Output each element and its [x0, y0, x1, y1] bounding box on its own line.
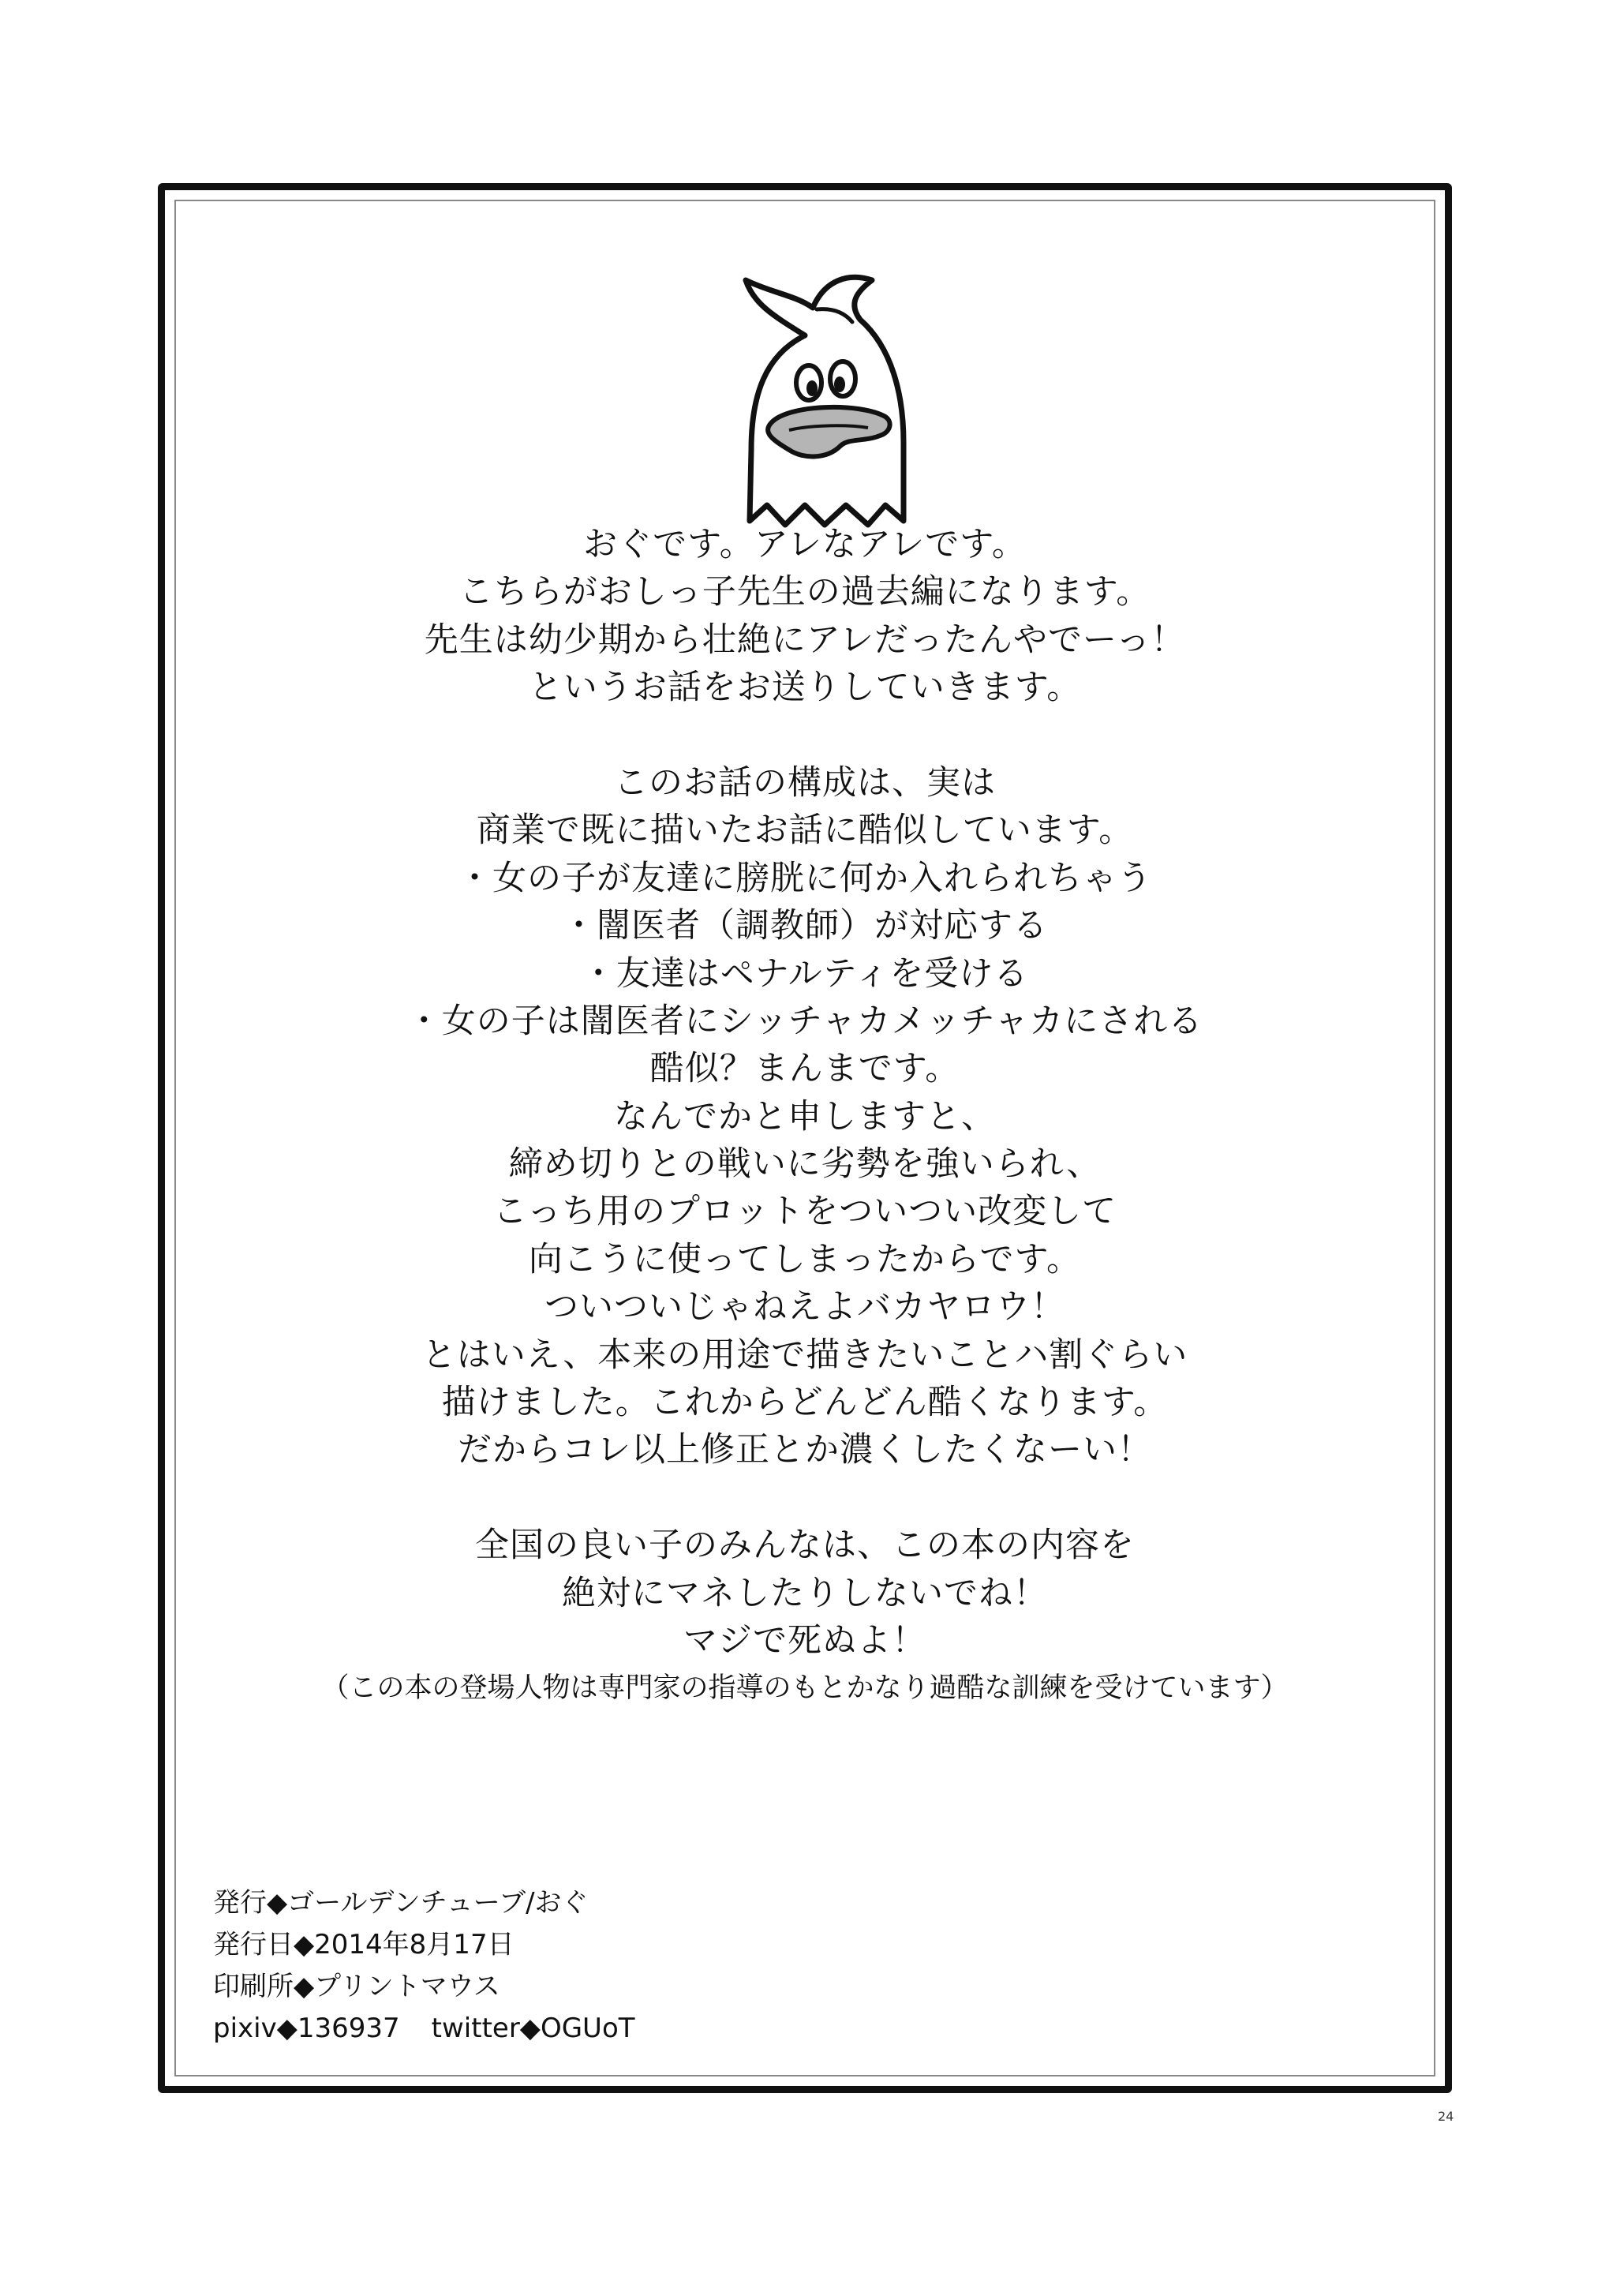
- message-line: だからコレ以上修正とか濃くしたくなーい！: [458, 1430, 1152, 1470]
- page-number: 24: [1438, 2109, 1454, 2124]
- message-line: こっち用のプロットをついつい改変して: [492, 1192, 1117, 1232]
- colophon-links: [213, 2008, 635, 2050]
- ghost-duck-mascot-icon: [679, 260, 931, 545]
- message-line: 向こうに使ってしまったからです。: [528, 1239, 1082, 1279]
- colophon-date: 発行日◆2014年8月17日: [213, 1929, 515, 1960]
- paragraph-gap: [189, 712, 1420, 759]
- message-line: なんでかと申しますと、: [614, 1096, 996, 1136]
- message-line: おぐです。アレなアレです。: [583, 525, 1027, 564]
- colophon-printer: 印刷所◆プリントマウス: [213, 1971, 500, 2002]
- message-line: 先生は幼少期から壮絶にアレだったんやでーっ！: [424, 620, 1186, 660]
- message-line: ・友達はペナルティを受ける: [581, 953, 1029, 994]
- message-line: こちらがおしっ子先生の過去編になります。: [458, 572, 1151, 612]
- message-line: ・闇医者（調教師）が対応する: [562, 906, 1048, 946]
- paragraph-gap: [189, 1474, 1420, 1522]
- message-line: 全国の良い子のみんなは、この本の内容を: [475, 1526, 1135, 1566]
- message-line: マジで死ぬよ！: [683, 1620, 926, 1661]
- message-line: 締め切りとの戦いに劣勢を強いられ、: [508, 1144, 1102, 1185]
- message-line: とはいえ、本来の用途で描きたいことハ割ぐらい: [421, 1335, 1188, 1375]
- message-line: 酷似？まんまです。: [649, 1049, 960, 1089]
- message-line: ついついじゃねえよバカヤロウ！: [544, 1287, 1065, 1327]
- message-note: （この本の登場人物は専門家の指導のもとかなり過酷な訓練を受けています）: [321, 1672, 1289, 1705]
- colophon-pixiv: pixiv◆136937: [213, 2013, 400, 2044]
- colophon-publisher: 発行◆ゴールデンチューブ/おぐ: [213, 1887, 589, 1919]
- message-line: 絶対にマネしたりしないでね！: [562, 1573, 1048, 1613]
- message-line: このお話の構成は、実は: [614, 762, 996, 803]
- message-line: ・女の子は闇医者にシッチャカメッチャカにされる: [406, 1001, 1203, 1041]
- message-line: 描けました。これからどんどん酷くなります。: [441, 1383, 1169, 1423]
- colophon-twitter: twitter◆OGUoT: [431, 2013, 635, 2044]
- message-line: というお話をお送りしていきます。: [528, 668, 1082, 708]
- afterword-message: [189, 521, 1420, 1713]
- message-line: ・女の子が友達に膀胱に何か入れられちゃう: [458, 858, 1152, 898]
- message-line: 商業で既に描いたお話に酷似しています。: [476, 811, 1134, 851]
- colophon: [213, 1882, 635, 2050]
